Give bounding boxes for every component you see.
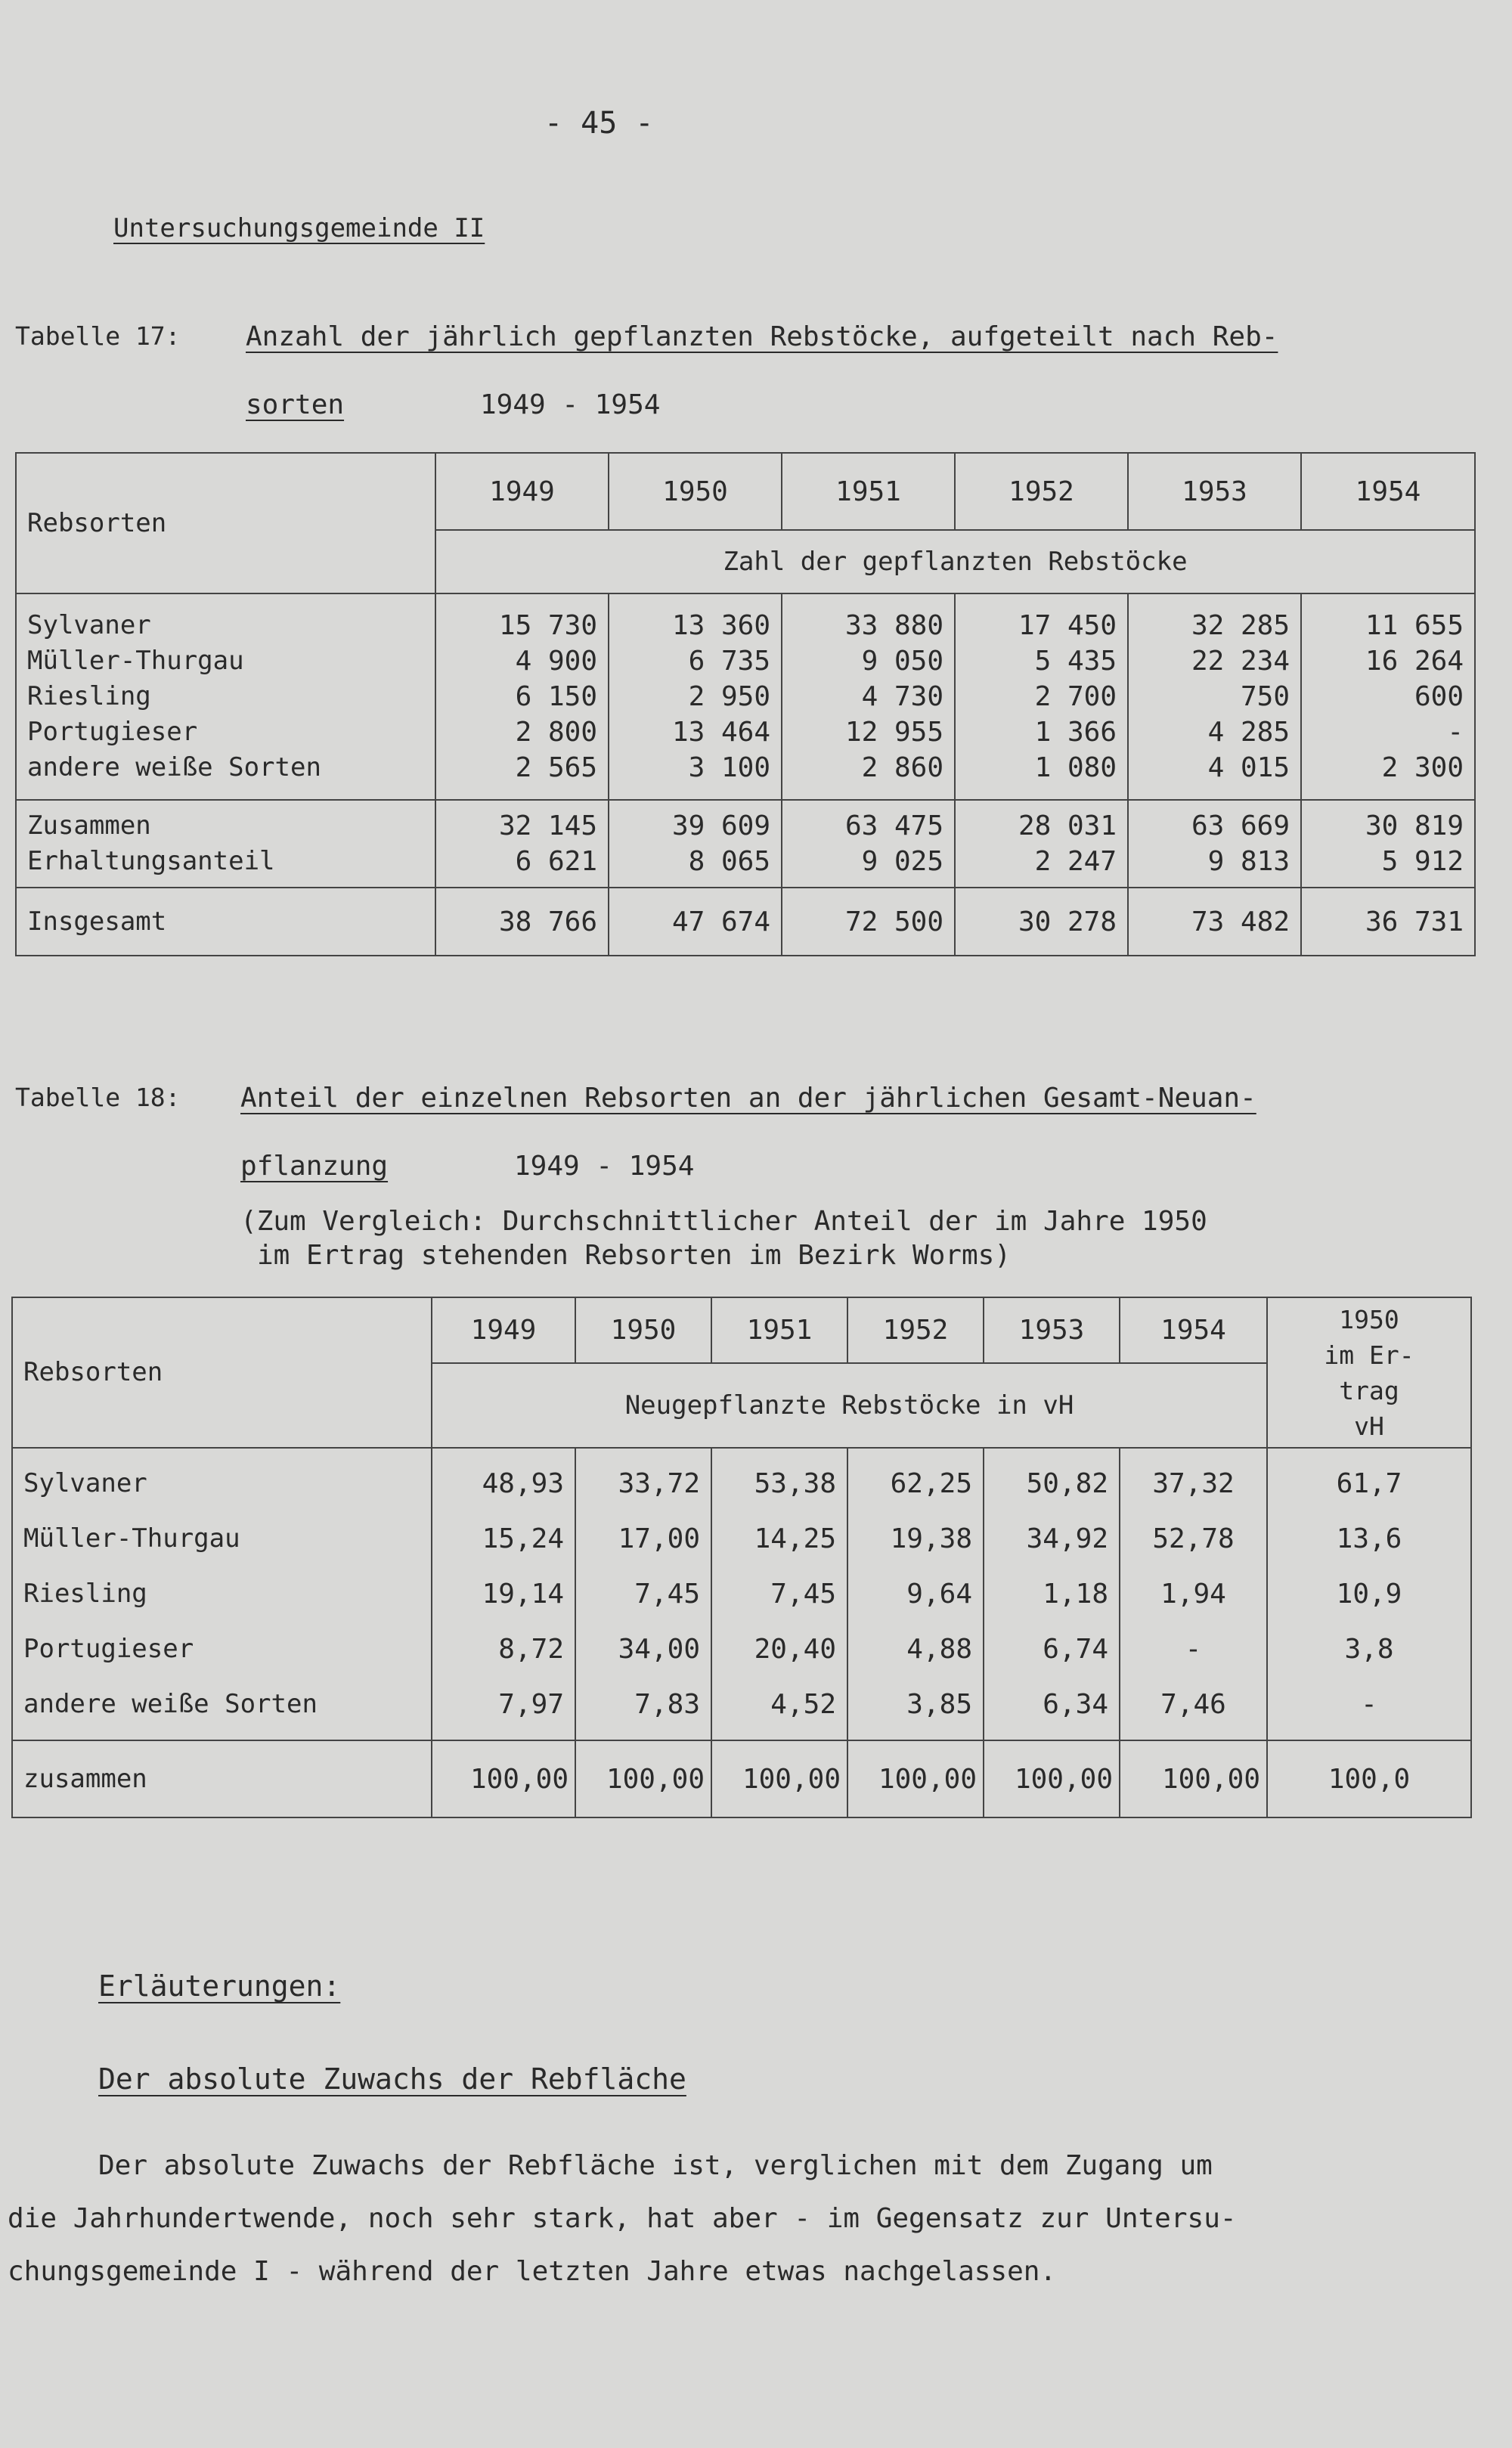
- table-cell: 1,18: [1043, 1579, 1108, 1610]
- table18-col-1952: [847, 1448, 984, 1740]
- table17-col-1950: [609, 593, 782, 800]
- table17-caption-line2: sorten: [246, 389, 345, 420]
- table-cell: 8 065: [688, 846, 770, 877]
- explanations-title: Erläuterungen:: [98, 1969, 341, 2003]
- table17-summary-1950: [609, 800, 782, 888]
- page-number: - 45 -: [544, 106, 654, 141]
- table17-caption-line1: Anzahl der jährlich gepflanzten Rebstöcke, aufgeteilt nach Reb-: [246, 321, 1278, 352]
- table17-summary-1953: [1128, 800, 1301, 888]
- compare-header-line: vH: [1354, 1411, 1384, 1441]
- table18-subheader: Neugepflanzte Rebstöcke in vH: [432, 1363, 1267, 1448]
- table-cell: 28 031: [1018, 810, 1117, 841]
- table-cell: 34,00: [618, 1634, 700, 1665]
- summary-label: Erhaltungsanteil: [27, 846, 275, 876]
- table-cell: -: [1447, 717, 1464, 748]
- table18-year: 1951: [711, 1297, 847, 1363]
- table17-total-row: [16, 888, 1475, 956]
- table-cell: 13 360: [671, 610, 770, 641]
- paragraph-line: chungsgemeinde I - während der letzten Jahre etwas nachgelassen.: [8, 2256, 1057, 2287]
- table-cell: 4 900: [515, 646, 597, 677]
- table-cell: 32 285: [1191, 610, 1290, 641]
- table-cell: 4 285: [1207, 717, 1290, 748]
- table18-col-1951: [711, 1448, 847, 1740]
- table-cell: 8,72: [498, 1634, 564, 1665]
- table-cell: 63 475: [844, 810, 943, 841]
- table-cell: 2 700: [1034, 681, 1117, 712]
- table18-year: 1953: [984, 1297, 1120, 1363]
- table-cell: 13,6: [1336, 1523, 1402, 1554]
- table-cell: 63 669: [1191, 810, 1290, 841]
- table18-col-1954: [1120, 1448, 1267, 1740]
- table17-varieties-row: [16, 593, 1475, 800]
- summary-label: Zusammen: [27, 810, 151, 841]
- table-cell: 32 145: [498, 810, 597, 841]
- table-cell: 61,7: [1336, 1468, 1402, 1499]
- table-cell: 2 800: [515, 717, 597, 748]
- table-cell: 6 150: [515, 681, 597, 712]
- compare-header-line: trag: [1339, 1375, 1399, 1405]
- table-cell: 100,00: [847, 1740, 984, 1817]
- table-cell: 14,25: [754, 1523, 836, 1554]
- table17-summary-1952: [955, 800, 1128, 888]
- table18-label: Tabelle 18:: [15, 1083, 181, 1112]
- table-cell: 7,83: [634, 1689, 700, 1720]
- table17-summary-1951: [782, 800, 955, 888]
- table17-col-1953: [1128, 593, 1301, 800]
- table-cell: 53,38: [754, 1468, 836, 1499]
- table-cell: 1,94: [1160, 1579, 1226, 1610]
- table17-year: 1951: [782, 453, 955, 530]
- table18-col-1950: [575, 1448, 711, 1740]
- table-cell: 15 730: [498, 610, 597, 641]
- table-cell: 34,92: [1026, 1523, 1108, 1554]
- table18-year: 1952: [847, 1297, 984, 1363]
- table-cell: 48,93: [482, 1468, 564, 1499]
- table-cell: 9,64: [906, 1579, 972, 1610]
- table17-year: 1949: [435, 453, 609, 530]
- table-cell: -: [1185, 1634, 1202, 1665]
- table-cell: 38 766: [435, 888, 609, 956]
- table-cell: 33,72: [618, 1468, 700, 1499]
- table-cell: 4 730: [861, 681, 943, 712]
- table-cell: 7,97: [498, 1689, 564, 1720]
- table17-year: 1954: [1301, 453, 1475, 530]
- table-cell: 19,14: [482, 1579, 564, 1610]
- compare-header-line: 1950: [1339, 1304, 1399, 1334]
- table-cell: 19,38: [890, 1523, 972, 1554]
- table-cell: 30 819: [1365, 810, 1464, 841]
- table17-summary-labels: [16, 800, 435, 888]
- explanations-subtitle: Der absolute Zuwachs der Rebfläche: [98, 2062, 686, 2096]
- paragraph-line: Der absolute Zuwachs der Rebfläche ist, verglichen mit dem Zugang um: [98, 2150, 1213, 2181]
- table-cell: 6,74: [1043, 1634, 1108, 1665]
- table-cell: 13 464: [671, 717, 770, 748]
- table17-total-label: Insgesamt: [16, 888, 435, 956]
- table-cell: 17 450: [1018, 610, 1117, 641]
- variety-label: Portugieser: [23, 1634, 194, 1664]
- table17-header-row: [16, 453, 1475, 530]
- table-cell: 22 234: [1191, 646, 1290, 677]
- table-cell: 50,82: [1026, 1468, 1108, 1499]
- table18-header-row: [12, 1297, 1471, 1363]
- table18-year: 1954: [1120, 1297, 1267, 1363]
- table17-row-header: Rebsorten: [16, 453, 435, 593]
- paragraph-line: die Jahrhundertwende, noch sehr stark, hat aber - im Gegensatz zur Untersu-: [8, 2203, 1237, 2234]
- compare-header-line: im Er-: [1324, 1340, 1414, 1370]
- table18-caption-line2: pflanzung: [240, 1151, 389, 1182]
- table17-col-1949: [435, 593, 609, 800]
- table18-note-line1: (Zum Vergleich: Durchschnittlicher Anteil der im Jahre 1950: [240, 1206, 1207, 1237]
- table17-year: 1950: [609, 453, 782, 530]
- table18-year: 1950: [575, 1297, 711, 1363]
- table-cell: 7,45: [634, 1579, 700, 1610]
- table18-varieties-row: [12, 1448, 1471, 1740]
- table-cell: 5 912: [1381, 846, 1464, 877]
- variety-label: Portugieser: [27, 717, 198, 747]
- table-cell: 17,00: [618, 1523, 700, 1554]
- table18-col-compare: [1267, 1448, 1471, 1740]
- section-title: Untersuchungsgemeinde II: [113, 213, 485, 243]
- table-cell: -: [1361, 1689, 1377, 1720]
- table-cell: 37,32: [1152, 1468, 1235, 1499]
- table-cell: 20,40: [754, 1634, 836, 1665]
- table17: [15, 452, 1476, 956]
- table18-total-row: [12, 1740, 1471, 1817]
- table-cell: 33 880: [844, 610, 943, 641]
- table-cell: 2 950: [688, 681, 770, 712]
- table-cell: 12 955: [844, 717, 943, 748]
- table-cell: 15,24: [482, 1523, 564, 1554]
- table17-label: Tabelle 17:: [15, 321, 181, 351]
- table17-year: 1952: [955, 453, 1128, 530]
- table17-summary-1954: [1301, 800, 1475, 888]
- variety-label: andere weiße Sorten: [27, 752, 321, 782]
- table-cell: 4,52: [770, 1689, 836, 1720]
- table-cell: 100,0: [1267, 1740, 1471, 1817]
- table-cell: 47 674: [609, 888, 782, 956]
- table-cell: 5 435: [1034, 646, 1117, 677]
- table17-years-range: 1949 - 1954: [480, 389, 661, 420]
- table-cell: 3 100: [688, 752, 770, 783]
- variety-label: andere weiße Sorten: [23, 1689, 318, 1719]
- table-cell: 6 621: [515, 846, 597, 877]
- table-cell: 62,25: [890, 1468, 972, 1499]
- table-cell: 4,88: [906, 1634, 972, 1665]
- table-cell: 3,85: [906, 1689, 972, 1720]
- table-cell: 9 025: [861, 846, 943, 877]
- table18-years-range: 1949 - 1954: [514, 1151, 695, 1182]
- table-cell: 2 300: [1381, 752, 1464, 783]
- table17-col-1951: [782, 593, 955, 800]
- table18-variety-labels: [12, 1448, 432, 1740]
- table-cell: 6,34: [1043, 1689, 1108, 1720]
- table17-summary-row: [16, 800, 1475, 888]
- table18-year: 1949: [432, 1297, 575, 1363]
- variety-label: Sylvaner: [27, 610, 151, 640]
- table17-col-1954: [1301, 593, 1475, 800]
- table18: [11, 1297, 1472, 1818]
- table-cell: 600: [1414, 681, 1464, 712]
- table17-summary-1949: [435, 800, 609, 888]
- table-cell: 2 247: [1034, 846, 1117, 877]
- variety-label: Sylvaner: [23, 1468, 147, 1498]
- table18-total-label: zusammen: [12, 1740, 432, 1817]
- table-cell: 100,00: [711, 1740, 847, 1817]
- table18-note-line2: im Ertrag stehenden Rebsorten im Bezirk Worms): [257, 1240, 1011, 1271]
- table-cell: 3,8: [1344, 1634, 1394, 1665]
- table-cell: 100,00: [1120, 1740, 1267, 1817]
- table17-year: 1953: [1128, 453, 1301, 530]
- table-cell: 9 050: [861, 646, 943, 677]
- table-cell: 100,00: [984, 1740, 1120, 1817]
- table-cell: 7,45: [770, 1579, 836, 1610]
- table-cell: 16 264: [1365, 646, 1464, 677]
- table-cell: 52,78: [1152, 1523, 1235, 1554]
- table-cell: 2 565: [515, 752, 597, 783]
- table18-compare-header: [1267, 1297, 1471, 1448]
- variety-label: Riesling: [23, 1579, 147, 1609]
- table-cell: 9 813: [1207, 846, 1290, 877]
- table18-col-1953: [984, 1448, 1120, 1740]
- table-cell: 11 655: [1365, 610, 1464, 641]
- table18-caption-line1: Anteil der einzelnen Rebsorten an der jährlichen Gesamt-Neuan-: [240, 1083, 1256, 1114]
- table-cell: 6 735: [688, 646, 770, 677]
- table-cell: 100,00: [432, 1740, 575, 1817]
- table-cell: 72 500: [782, 888, 955, 956]
- table-cell: 4 015: [1207, 752, 1290, 783]
- table-cell: 73 482: [1128, 888, 1301, 956]
- table-cell: 2 860: [861, 752, 943, 783]
- table17-col-1952: [955, 593, 1128, 800]
- variety-label: Müller-Thurgau: [27, 646, 244, 676]
- table18-col-1949: [432, 1448, 575, 1740]
- table-cell: 36 731: [1301, 888, 1475, 956]
- table17-subheader: Zahl der gepflanzten Rebstöcke: [435, 530, 1475, 593]
- table-cell: 10,9: [1336, 1579, 1402, 1610]
- table-cell: 39 609: [671, 810, 770, 841]
- variety-label: Müller-Thurgau: [23, 1523, 240, 1554]
- table-cell: 7,46: [1160, 1689, 1226, 1720]
- table18-row-header: Rebsorten: [12, 1297, 432, 1448]
- table17-variety-labels: [16, 593, 435, 800]
- table-cell: 30 278: [955, 888, 1128, 956]
- table-cell: 100,00: [575, 1740, 711, 1817]
- table-cell: 1 366: [1034, 717, 1117, 748]
- variety-label: Riesling: [27, 681, 151, 711]
- table-cell: 1 080: [1034, 752, 1117, 783]
- table-cell: 750: [1240, 681, 1290, 712]
